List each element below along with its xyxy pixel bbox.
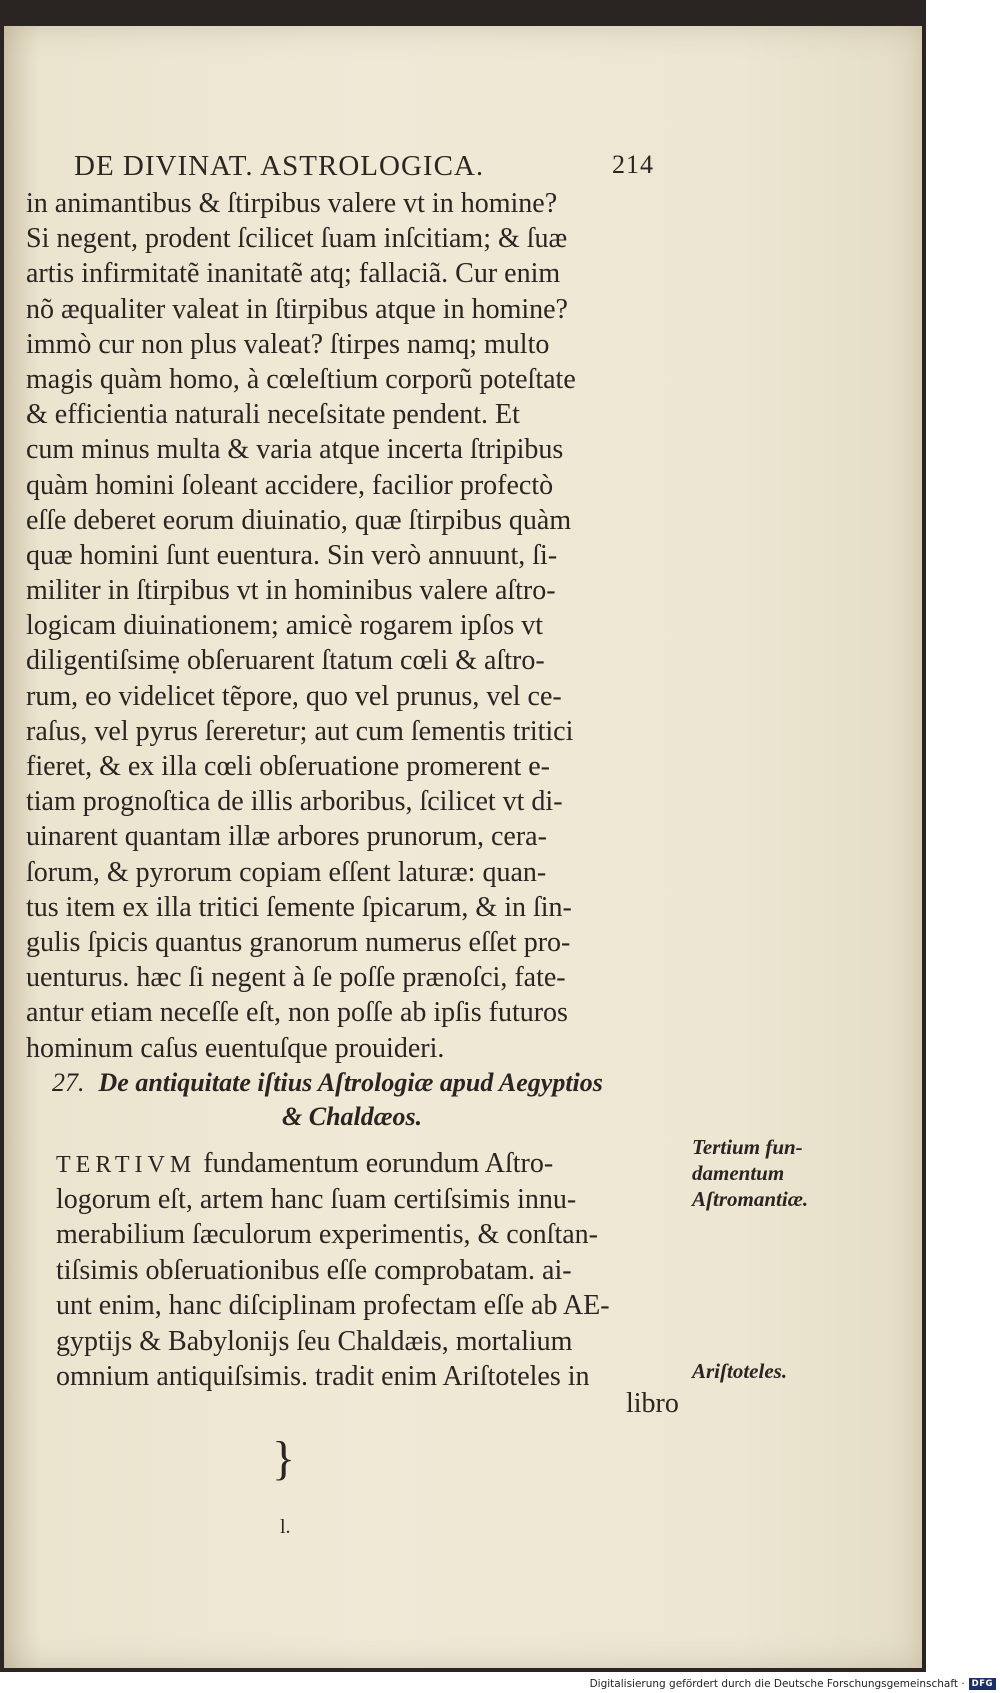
text-line: gyptijs & Babylonijs ſeu Chaldæis, mortalium [56,1325,573,1357]
signature-mark: } [272,1432,296,1485]
text-line: artis infirmitatẽ inanitatẽ atq; fallaciã. Cur enim [26,258,561,290]
text-line: antur etiam neceſſe eſt, non poſſe ab ipſis futuros [26,997,568,1029]
text-line: immò cur non plus valeat? ſtirpes namq; multo [26,328,550,360]
text-line: tiam prognoſtica de illis arboribus, ſcilicet vt di- [26,786,563,818]
text-line: uenturus. hæc ſi negent à ſe poſſe prænoſci, fate- [26,962,566,994]
text-line: rum, eo videlicet tẽpore, quo vel prunus, vel ce- [26,680,562,712]
text-line: omnium antiquiſsimis. tradit enim Ariſtoteles in [56,1361,590,1392]
text-line: ſorum, & pyrorum copiam eſſent laturæ: quan- [26,856,547,888]
text-line: quàm homini ſoleant accidere, facilior profectò [26,469,554,501]
section-heading [52,1066,692,1134]
text-line: quæ homini ſunt euentura. Sin verò annuunt, ſi- [26,539,558,571]
text-line: Si negent, prodent ſcilicet ſuam inſcitiam; & ſuæ [26,223,568,255]
text-line: militer in ſtirpibus vt in hominibus valere aſtro- [26,575,556,607]
second-paragraph [56,1146,686,1395]
margin-note-line: Tertium fun- [692,1135,803,1159]
margin-note-line: damentum [692,1161,785,1185]
text-line: raſus, vel pyrus ſereretur; aut cum ſementis tritici [26,715,574,747]
text-line: merabilium ſæculorum experimentis, & conſtan- [56,1219,598,1250]
text-line: logorum eſt, artem hanc ſuam certiſsimis innu- [56,1183,577,1215]
margin-note-tertium [692,1134,832,1212]
text-line: unt enim, hanc diſciplinam profectam eſſe ab AE- [56,1290,610,1321]
section-heading-line-1: De antiquitate iſtius Aſtrologiæ apud Aegyptios [98,1068,603,1097]
text-line: tus item ex illa tritici ſemente ſpicarum, & in ſin- [26,891,572,923]
text-line: logicam diuinationem; amicè rogarem ipſos vt [26,610,544,642]
catchword: libro [626,1388,679,1419]
signature-small: l. [280,1516,291,1538]
first-line-rest: fundamentum eorundum Aſtro- [196,1148,554,1179]
running-header [74,150,654,183]
text-line: cum minus multa & varia atque incerta ſtripibus [26,434,564,466]
section-heading-line-2: & Chaldæos. [282,1102,423,1131]
text-line: hominum caſus euentuſque prouideri. [26,1032,445,1064]
text-line: tiſsimis obſeruationibus eſſe comprobatam. ai- [56,1254,572,1286]
text-line: nõ æqualiter valeat in ſtirpibus atque in homine? [26,293,568,325]
text-line: fieret, & ex illa cœli obſeruatione promerent e- [26,751,551,782]
margin-note-aristoteles: Ariſtoteles. [692,1359,788,1383]
footer-text: Digitalisierung gefördert durch die Deutsche Forschungsgemeinschaft · [589,1678,965,1690]
text-line: in animantibus & ſtirpibus valere vt in homine? [26,188,558,219]
dfg-logo-icon: DFG [969,1678,996,1690]
text-line: magis quàm homo, à cœleſtium corporũ poteſtate [26,363,576,395]
text-line: & efficientia naturali neceſsitate pendent. Et [26,399,520,431]
page-number: 214 [612,150,654,179]
main-text-block [26,186,676,1066]
margin-note-line: Aſtromantiæ. [692,1187,809,1211]
text-line: uinarent quantam illæ arbores prunorum, cera- [26,821,547,853]
section-number: 27. [52,1068,85,1097]
running-title: DE DIVINAT. ASTROLOGICA. [74,150,485,182]
book-page [4,26,922,1668]
text-line: diligentiſsimẹ obſeruarent ſtatum cœli & aſtro- [26,645,545,677]
text-line: eſſe deberet eorum diuinatio, quæ ſtirpibus quàm [26,504,572,536]
text-line: gulis ſpicis quantus granorum numerus eſſet pro- [26,926,571,958]
digitization-footer [590,1676,996,1692]
first-word: TERTIVM [56,1152,197,1178]
